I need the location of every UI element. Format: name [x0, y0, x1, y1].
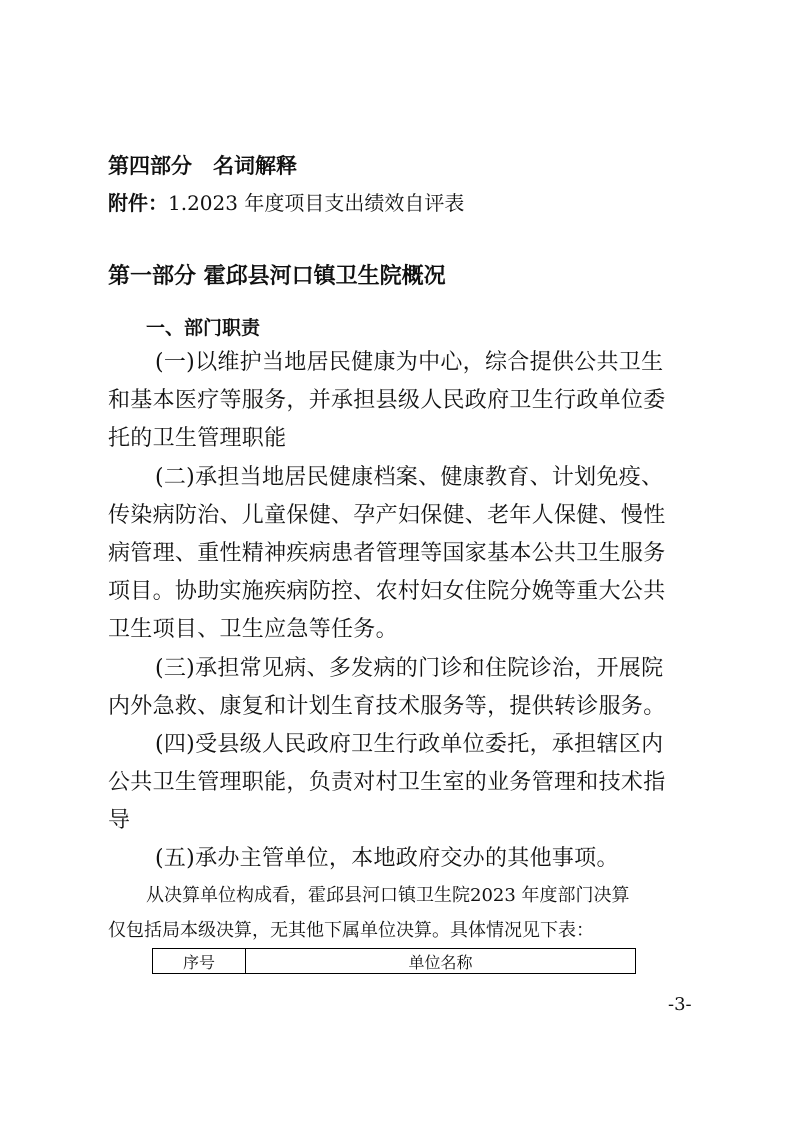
table-header-unit-name: 单位名称: [246, 949, 636, 974]
part1-title: 第一部分 霍邱县河口镇卫生院概况: [108, 264, 446, 289]
paragraph-line: 内外急救、康复和计划生育技术服务等，提供转诊服务。: [108, 694, 666, 719]
paragraph-line: 托的卫生管理职能: [108, 426, 287, 451]
paragraph-line: (二)承担当地居民健康档案、健康教育、计划免疫、: [155, 465, 664, 490]
toc-attachment: [108, 187, 464, 216]
paragraph-line: (四)受县级人民政府卫生行政单位委托，承担辖区内: [155, 732, 664, 757]
attachment-text: 1.2023 年度项目支出绩效自评表: [168, 191, 465, 215]
paragraph-line: 传染病防治、儿童保健、孕产妇保健、老年人保健、慢性: [108, 503, 666, 528]
table-header-index: 序号: [153, 949, 246, 974]
paragraph-line: 和基本医疗等服务，并承担县级人民政府卫生行政单位委: [108, 388, 666, 413]
unit-table: [152, 948, 636, 974]
paragraph-line: (五)承办主管单位，本地政府交办的其他事项。: [155, 846, 619, 871]
paragraph-line: 卫生项目、卫生应急等任务。: [108, 617, 398, 642]
toc-part4: 第四部分 名词解释: [108, 154, 297, 178]
paragraph-line: 病管理、重性精神疾病患者管理等国家基本公共卫生服务: [108, 541, 666, 566]
summary-line: 仅包括局本级决算，无其他下属单位决算。具体情况见下表：: [108, 920, 594, 941]
attachment-label: 附件：: [108, 191, 168, 215]
paragraph-line: (三)承担常见病、多发病的门诊和住院诊治，开展院: [155, 656, 664, 681]
paragraph-line: 导: [108, 808, 131, 833]
section1-title: 一、部门职责: [146, 317, 261, 339]
table-header-row: [153, 949, 636, 974]
paragraph-line: 公共卫生管理职能，负责对村卫生室的业务管理和技术指: [108, 770, 666, 795]
paragraph-line: (一)以维护当地居民健康为中心，综合提供公共卫生: [155, 350, 664, 375]
paragraph-line: 项目。协助实施疾病防控、农村妇女住院分娩等重大公共: [108, 579, 666, 604]
page-number: -3-: [668, 994, 692, 1015]
summary-line: 从决算单位构成看，霍邱县河口镇卫生院2023 年度部门决算: [146, 885, 630, 906]
